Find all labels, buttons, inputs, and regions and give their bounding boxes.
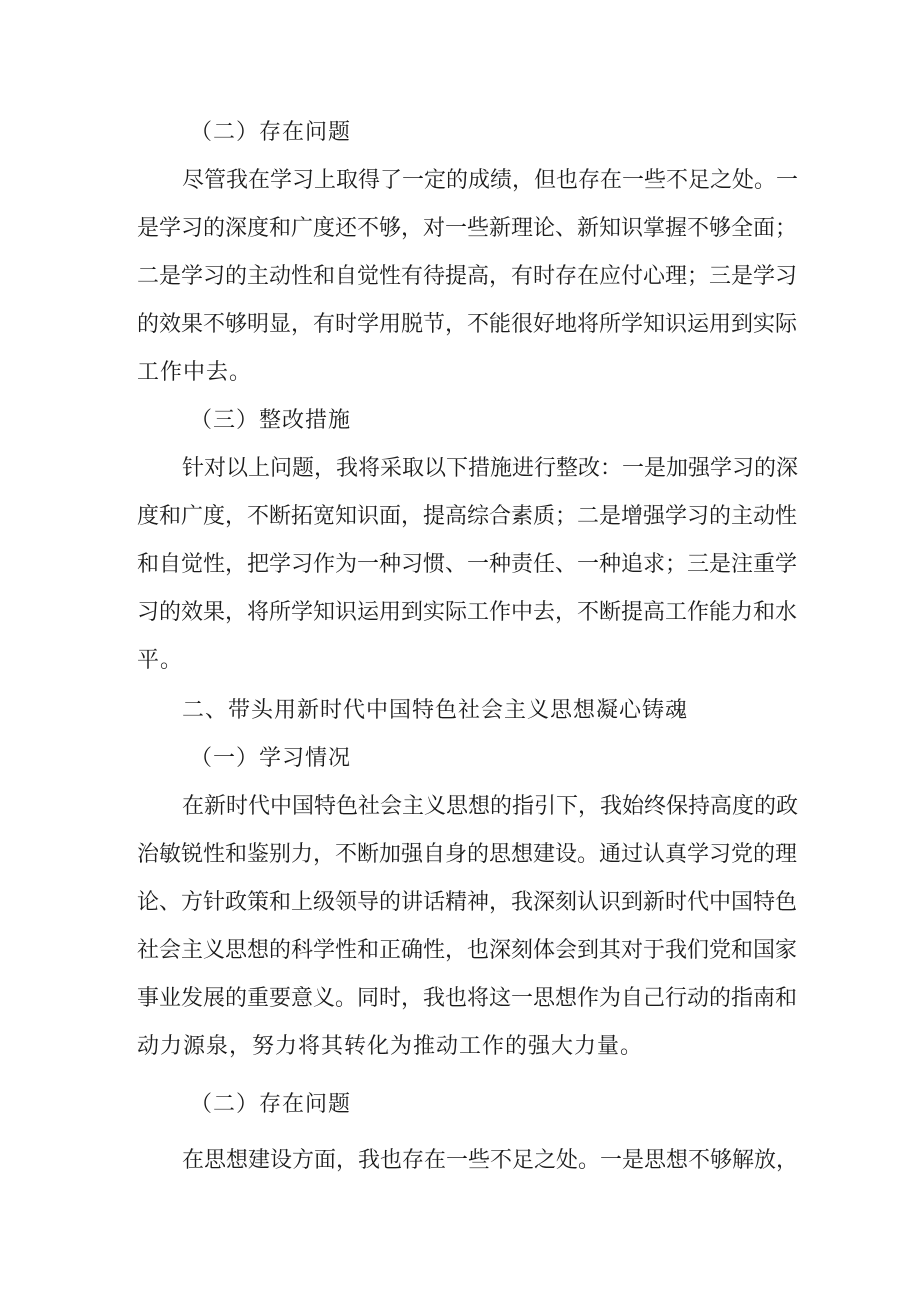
paragraph-line: 治敏锐性和鉴别力，不断加强自身的思想建设。通过认真学习党的理 [137,842,798,867]
paragraph-line: 论、方针政策和上级领导的讲话精神，我深刻认识到新时代中国特色 [137,890,798,915]
paragraph-line: 的效果不够明显，有时学用脱节，不能很好地将所学知识运用到实际 [137,312,798,337]
paragraph-line: 习的效果，将所学知识运用到实际工作中去，不断提高工作能力和水 [137,600,798,625]
paragraph-line: 平。 [137,648,184,673]
section-heading: （二）存在问题 [190,120,352,145]
paragraph-line: 在新时代中国特色社会主义思想的指引下，我始终保持高度的政 [182,794,799,819]
paragraph-line: 和自觉性，把学习作为一种习惯、一种责任、一种追求；三是注重学 [137,552,798,577]
paragraph-line: 动力源泉，努力将其转化为推动工作的强大力量。 [137,1034,644,1059]
paragraph-line: 针对以上问题，我将采取以下措施进行整改：一是加强学习的深 [182,456,799,481]
paragraph-line: 在思想建设方面，我也存在一些不足之处。一是思想不够解放， [182,1148,799,1173]
paragraph-line: 尽管我在学习上取得了一定的成绩，但也存在一些不足之处。一 [182,168,799,193]
section-heading: （一）学习情况 [190,746,352,771]
paragraph-line: 工作中去。 [137,360,253,385]
chapter-heading: 二、带头用新时代中国特色社会主义思想凝心铸魂 [182,698,689,723]
section-heading: （三）整改措施 [190,408,352,433]
paragraph-line: 事业发展的重要意义。同时，我也将这一思想作为自己行动的指南和 [137,986,798,1011]
paragraph-line: 社会主义思想的科学性和正确性，也深刻体会到其对于我们党和国家 [137,938,798,963]
paragraph-line: 二是学习的主动性和自觉性有待提高，有时存在应付心理；三是学习 [137,264,798,289]
paragraph-line: 是学习的深度和广度还不够，对一些新理论、新知识掌握不够全面； [137,216,798,241]
paragraph-line: 度和广度，不断拓宽知识面，提高综合素质；二是增强学习的主动性 [137,504,798,529]
section-heading: （二）存在问题 [190,1092,352,1117]
